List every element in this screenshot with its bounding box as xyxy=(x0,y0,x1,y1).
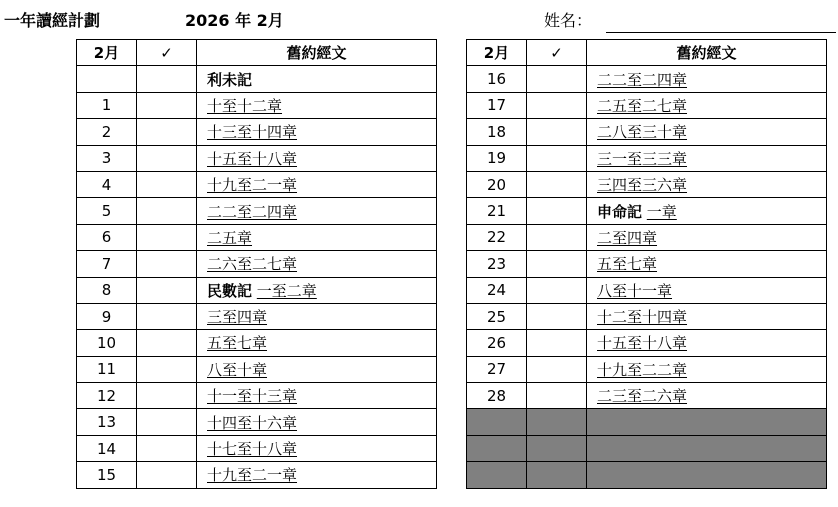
table-row xyxy=(77,198,467,224)
day-cell: 4 xyxy=(77,171,137,197)
table-spacer xyxy=(437,303,467,329)
checkbox-cell[interactable] xyxy=(527,330,587,356)
checkbox-cell[interactable] xyxy=(527,92,587,118)
table-row xyxy=(77,409,467,435)
check-column-header: ✓ xyxy=(137,40,197,66)
table-row xyxy=(467,145,827,171)
table-spacer xyxy=(437,198,467,224)
reading-table-left xyxy=(76,39,467,489)
checkbox-cell[interactable] xyxy=(137,198,197,224)
table-spacer xyxy=(437,145,467,171)
day-cell: 19 xyxy=(467,145,527,171)
reading-text: 八至十一章 xyxy=(597,281,673,300)
name-label: 姓名： xyxy=(544,11,593,30)
table-row xyxy=(467,330,827,356)
name-input-line[interactable] xyxy=(606,32,836,33)
table-row xyxy=(467,198,827,224)
table-spacer xyxy=(437,92,467,118)
reading-text: 十九至二二章 xyxy=(597,360,688,379)
day-cell: 28 xyxy=(467,383,527,409)
checkbox-cell[interactable] xyxy=(137,330,197,356)
day-cell: 3 xyxy=(77,145,137,171)
reading-text: 十五至十八章 xyxy=(207,149,298,168)
reading-cell xyxy=(197,356,437,382)
reading-cell xyxy=(587,277,827,303)
reading-text: 十二至十四章 xyxy=(597,308,688,327)
book-name: 利未記 xyxy=(207,70,253,89)
reading-text: 一至二章 xyxy=(256,281,317,300)
shaded-empty-row xyxy=(467,462,827,488)
reading-column-header: 舊約經文 xyxy=(197,40,437,66)
book-name: 民數記 xyxy=(207,281,253,300)
shaded-cell xyxy=(527,462,587,488)
checkbox-cell[interactable] xyxy=(527,303,587,329)
reading-cell xyxy=(197,251,437,277)
day-cell: 1 xyxy=(77,92,137,118)
day-cell: 5 xyxy=(77,198,137,224)
table-row xyxy=(77,435,467,461)
table-row xyxy=(77,92,467,118)
reading-text: 二六至二七章 xyxy=(207,255,298,274)
checkbox-cell[interactable] xyxy=(527,224,587,250)
shaded-empty-row xyxy=(467,409,827,435)
reading-cell xyxy=(587,198,827,224)
reading-cell xyxy=(197,145,437,171)
checkbox-cell[interactable] xyxy=(527,277,587,303)
reading-cell xyxy=(197,198,437,224)
table-spacer xyxy=(437,356,467,382)
checkbox-cell[interactable] xyxy=(527,145,587,171)
day-cell: 23 xyxy=(467,251,527,277)
reading-text: 十三至十四章 xyxy=(207,123,298,142)
reading-cell xyxy=(197,119,437,145)
reading-cell xyxy=(197,435,437,461)
table-spacer xyxy=(437,462,467,488)
reading-cell xyxy=(587,383,827,409)
day-cell: 12 xyxy=(77,383,137,409)
reading-text: 二五至二七章 xyxy=(597,96,688,115)
day-column-header: 2月 xyxy=(77,40,137,66)
checkbox-cell[interactable] xyxy=(137,119,197,145)
table-row xyxy=(77,66,467,92)
reading-cell xyxy=(197,303,437,329)
checkbox-cell[interactable] xyxy=(527,119,587,145)
reading-cell xyxy=(197,277,437,303)
table-row xyxy=(467,224,827,250)
shaded-cell xyxy=(467,462,527,488)
check-column-header: ✓ xyxy=(527,40,587,66)
checkbox-cell[interactable] xyxy=(137,435,197,461)
reading-cell xyxy=(587,119,827,145)
day-cell: 6 xyxy=(77,224,137,250)
reading-cell xyxy=(197,224,437,250)
reading-text: 八至十章 xyxy=(207,360,268,379)
reading-text: 一章 xyxy=(646,202,677,221)
reading-cell xyxy=(587,145,827,171)
checkbox-cell[interactable] xyxy=(137,277,197,303)
reading-text: 五至七章 xyxy=(597,255,658,274)
shaded-cell xyxy=(587,462,827,488)
reading-cell xyxy=(197,383,437,409)
checkbox-cell[interactable] xyxy=(527,251,587,277)
table-spacer xyxy=(437,40,467,66)
reading-cell xyxy=(197,92,437,118)
table-spacer xyxy=(437,171,467,197)
reading-text: 十至十二章 xyxy=(207,96,283,115)
table-row xyxy=(77,119,467,145)
day-cell: 14 xyxy=(77,435,137,461)
table-row xyxy=(467,119,827,145)
day-cell: 24 xyxy=(467,277,527,303)
reading-cell xyxy=(197,462,437,488)
table-row xyxy=(467,171,827,197)
day-cell: 20 xyxy=(467,171,527,197)
day-cell: 10 xyxy=(77,330,137,356)
day-cell: 25 xyxy=(467,303,527,329)
reading-text: 十一至十三章 xyxy=(207,387,298,406)
day-cell xyxy=(77,66,137,92)
day-cell: 8 xyxy=(77,277,137,303)
reading-cell xyxy=(197,409,437,435)
table-row xyxy=(77,356,467,382)
reading-cell xyxy=(197,171,437,197)
reading-text: 五至七章 xyxy=(207,334,268,353)
day-cell: 26 xyxy=(467,330,527,356)
reading-cell xyxy=(587,171,827,197)
checkbox-cell[interactable] xyxy=(137,66,197,92)
reading-text: 十四至十六章 xyxy=(207,413,298,432)
day-cell: 9 xyxy=(77,303,137,329)
reading-text: 二五章 xyxy=(207,228,253,247)
shaded-cell xyxy=(467,409,527,435)
table-row xyxy=(77,251,467,277)
table-row xyxy=(467,277,827,303)
reading-cell xyxy=(587,224,827,250)
table-spacer xyxy=(437,409,467,435)
reading-text: 十九至二一章 xyxy=(207,466,298,485)
table-row xyxy=(77,171,467,197)
checkbox-cell[interactable] xyxy=(137,145,197,171)
reading-text: 三一至三三章 xyxy=(597,149,688,168)
reading-column-header: 舊約經文 xyxy=(587,40,827,66)
checkbox-cell[interactable] xyxy=(527,198,587,224)
day-cell: 15 xyxy=(77,462,137,488)
checkbox-cell[interactable] xyxy=(137,224,197,250)
plan-title: 一年讀經計劃 xyxy=(4,11,101,30)
plan-month: 2026 年 2月 xyxy=(185,11,284,30)
checkbox-cell[interactable] xyxy=(527,66,587,92)
reading-text: 十五至十八章 xyxy=(597,334,688,353)
day-cell: 21 xyxy=(467,198,527,224)
checkbox-cell[interactable] xyxy=(137,92,197,118)
table-row xyxy=(77,462,467,488)
table-row xyxy=(467,356,827,382)
table-spacer xyxy=(437,251,467,277)
checkbox-cell[interactable] xyxy=(137,462,197,488)
reading-table-right xyxy=(466,39,827,489)
day-cell: 27 xyxy=(467,356,527,382)
table-row xyxy=(467,383,827,409)
checkbox-cell[interactable] xyxy=(137,409,197,435)
day-cell: 11 xyxy=(77,356,137,382)
day-cell: 17 xyxy=(467,92,527,118)
reading-cell xyxy=(587,303,827,329)
book-name: 申命記 xyxy=(597,202,643,221)
reading-cell xyxy=(587,251,827,277)
day-cell: 13 xyxy=(77,409,137,435)
checkbox-cell[interactable] xyxy=(137,356,197,382)
checkbox-cell[interactable] xyxy=(527,356,587,382)
reading-text: 二二至二四章 xyxy=(207,202,298,221)
shaded-cell xyxy=(587,435,827,461)
table-row xyxy=(77,277,467,303)
table-spacer xyxy=(437,119,467,145)
reading-cell xyxy=(587,356,827,382)
table-spacer xyxy=(437,330,467,356)
checkbox-cell[interactable] xyxy=(137,303,197,329)
table-row xyxy=(467,303,827,329)
reading-text: 三四至三六章 xyxy=(597,176,688,195)
day-column-header: 2月 xyxy=(467,40,527,66)
table-spacer xyxy=(437,435,467,461)
shaded-cell xyxy=(467,435,527,461)
reading-cell xyxy=(197,66,437,92)
table-row xyxy=(467,251,827,277)
table-row xyxy=(77,383,467,409)
reading-cell xyxy=(197,330,437,356)
table-row xyxy=(77,303,467,329)
table-row xyxy=(77,330,467,356)
day-cell: 7 xyxy=(77,251,137,277)
reading-text: 二八至三十章 xyxy=(597,123,688,142)
checkbox-cell[interactable] xyxy=(137,171,197,197)
table-row xyxy=(77,145,467,171)
day-cell: 2 xyxy=(77,119,137,145)
checkbox-cell[interactable] xyxy=(137,383,197,409)
table-header-row xyxy=(77,40,467,66)
day-cell: 16 xyxy=(467,66,527,92)
reading-text: 二三至二六章 xyxy=(597,387,688,406)
reading-text: 十七至十八章 xyxy=(207,440,298,459)
table-spacer xyxy=(437,383,467,409)
table-row xyxy=(467,92,827,118)
table-row xyxy=(467,66,827,92)
day-cell: 18 xyxy=(467,119,527,145)
table-spacer xyxy=(437,277,467,303)
reading-cell xyxy=(587,92,827,118)
shaded-empty-row xyxy=(467,435,827,461)
checkbox-cell[interactable] xyxy=(527,171,587,197)
table-spacer xyxy=(437,66,467,92)
reading-text: 十九至二一章 xyxy=(207,176,298,195)
reading-cell xyxy=(587,66,827,92)
shaded-cell xyxy=(587,409,827,435)
checkbox-cell[interactable] xyxy=(527,383,587,409)
reading-text: 二二至二四章 xyxy=(597,70,688,89)
checkbox-cell[interactable] xyxy=(137,251,197,277)
day-cell: 22 xyxy=(467,224,527,250)
shaded-cell xyxy=(527,409,587,435)
table-header-row xyxy=(467,40,827,66)
shaded-cell xyxy=(527,435,587,461)
reading-cell xyxy=(587,330,827,356)
table-spacer xyxy=(437,224,467,250)
reading-text: 二至四章 xyxy=(597,228,658,247)
reading-text: 三至四章 xyxy=(207,308,268,327)
table-row xyxy=(77,224,467,250)
